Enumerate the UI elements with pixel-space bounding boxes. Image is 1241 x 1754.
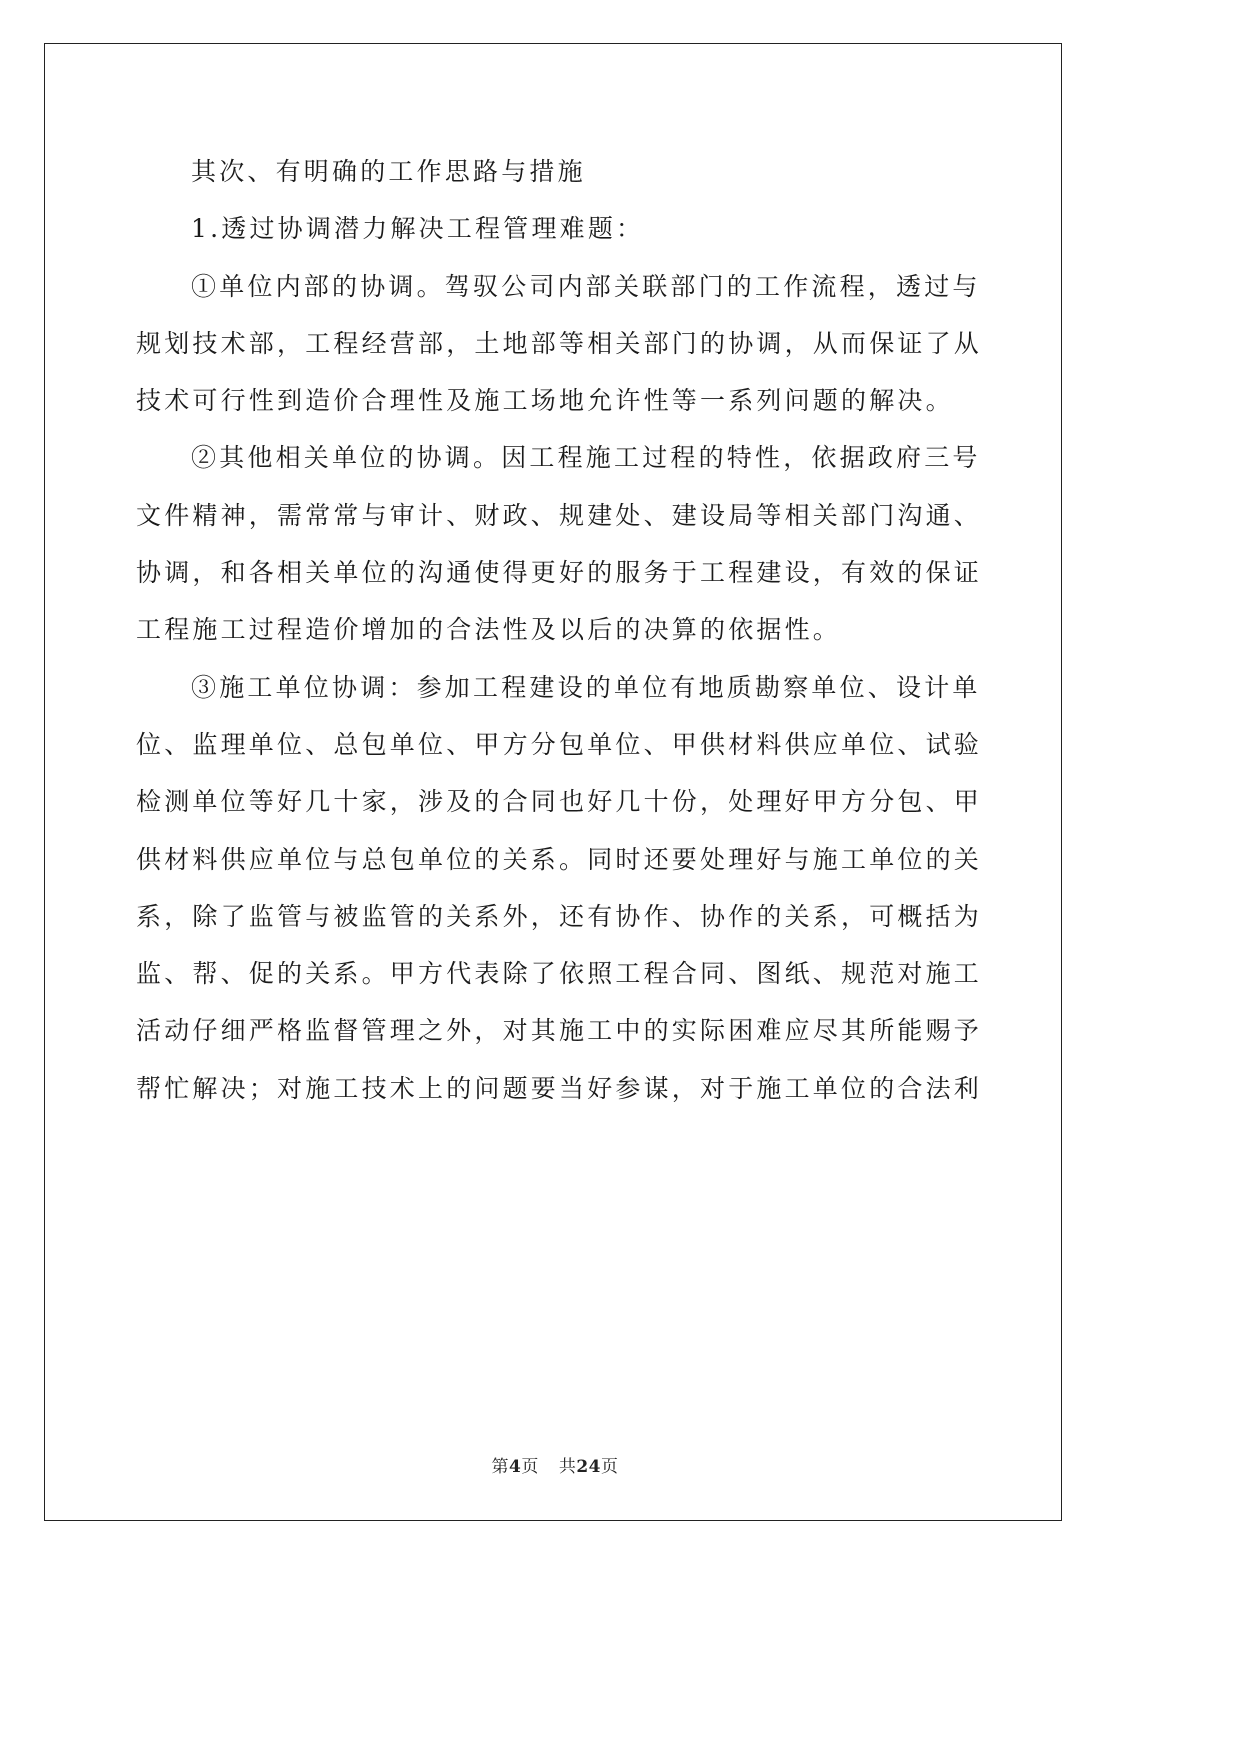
paragraph-line: ③施工单位协调：参加工程建设的单位有地质勘察单位、设计单 xyxy=(191,672,981,702)
paragraph-line: 规划技术部，工程经营部，土地部等相关部门的协调，从而保证了从 xyxy=(136,328,983,358)
page-footer xyxy=(0,1452,1110,1477)
total-suffix: 页 xyxy=(601,1457,619,1477)
paragraph-line: ②其他相关单位的协调。因工程施工过程的特性，依据政府三号 xyxy=(191,443,981,473)
paragraph-line: 检测单位等好几十家，涉及的合同也好几十份，处理好甲方分包、甲 xyxy=(136,787,983,817)
section-heading: 1.透过协调潜力解决工程管理难题： xyxy=(191,214,645,244)
paragraph-line: 位、监理单位、总包单位、甲方分包单位、甲供材料供应单位、试验 xyxy=(136,729,983,759)
total-prefix: 共 xyxy=(558,1457,577,1477)
paragraph-line: 帮忙解决；对施工技术上的问题要当好参谋，对于施工单位的合法利 xyxy=(136,1073,983,1103)
paragraph-line: 系，除了监管与被监管的关系外，还有协作、协作的关系，可概括为 xyxy=(136,901,983,931)
page-suffix: 页 xyxy=(521,1457,539,1477)
page-number: 4 xyxy=(508,1457,522,1477)
document-body xyxy=(136,143,983,1117)
paragraph-line: 技术可行性到造价合理性及施工场地允许性等一系列问题的解决。 xyxy=(136,386,954,416)
paragraph-line: 工程施工过程造价增加的合法性及以后的决算的依据性。 xyxy=(136,615,842,645)
paragraph-line: ①单位内部的协调。驾驭公司内部关联部门的工作流程，透过与 xyxy=(191,271,981,301)
paragraph-line: 监、帮、促的关系。甲方代表除了依照工程合同、图纸、规范对施工 xyxy=(136,959,983,989)
page-prefix: 第 xyxy=(491,1457,509,1477)
total-pages: 24 xyxy=(576,1457,601,1477)
paragraph-heading: 其次、有明确的工作思路与措施 xyxy=(191,157,586,186)
paragraph-line: 活动仔细严格监督管理之外，对其施工中的实际困难应尽其所能赐予 xyxy=(136,1016,983,1046)
paragraph-line: 协调，和各相关单位的沟通使得更好的服务于工程建设，有效的保证 xyxy=(136,558,983,588)
paragraph-line: 供材料供应单位与总包单位的关系。同时还要处理好与施工单位的关 xyxy=(136,844,983,874)
paragraph-line: 文件精神，需常常与审计、财政、规建处、建设局等相关部门沟通、 xyxy=(136,500,983,530)
